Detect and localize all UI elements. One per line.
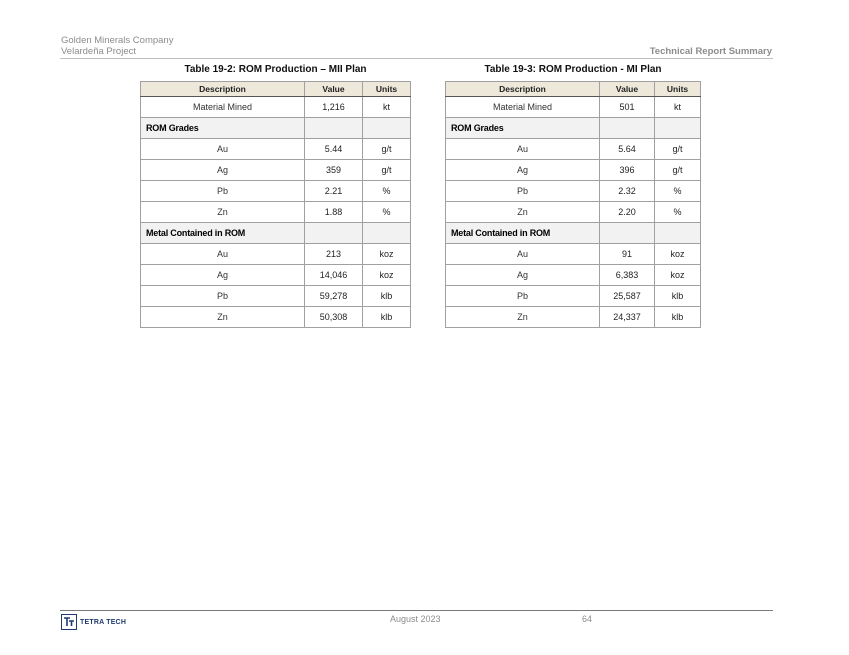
tetra-tech-logo-icon <box>61 614 77 630</box>
table-section-row <box>446 223 701 244</box>
cell-value: 14,046 <box>305 265 363 286</box>
table-row <box>141 244 411 265</box>
cell-units: koz <box>363 244 411 265</box>
cell-desc: Pb <box>141 286 305 307</box>
cell-value: 1,216 <box>305 97 363 118</box>
cell-value: 6,383 <box>600 265 655 286</box>
cell-value: 59,278 <box>305 286 363 307</box>
footer-date: August 2023 <box>390 614 441 624</box>
cell-units: g/t <box>363 139 411 160</box>
project-name: Velardeña Project <box>61 46 136 57</box>
cell-units: % <box>363 181 411 202</box>
cell-desc: Pb <box>141 181 305 202</box>
rom-production-table <box>140 81 411 328</box>
cell-units: % <box>655 202 701 223</box>
cell-value: 5.44 <box>305 139 363 160</box>
table-row <box>446 160 701 181</box>
cell-value <box>305 118 363 139</box>
cell-desc: Au <box>446 244 600 265</box>
table-row <box>141 139 411 160</box>
cell-units: g/t <box>363 160 411 181</box>
table-19-2 <box>140 63 411 328</box>
cell-value: 24,337 <box>600 307 655 328</box>
logo-text: TETRA TECH <box>80 618 127 626</box>
table-row <box>141 265 411 286</box>
table-header-row <box>141 82 411 97</box>
cell-value: 91 <box>600 244 655 265</box>
table-row <box>141 286 411 307</box>
cell-desc: ROM Grades <box>141 118 305 139</box>
cell-value: 25,587 <box>600 286 655 307</box>
cell-desc: Ag <box>141 160 305 181</box>
cell-desc: Ag <box>446 265 600 286</box>
footer-divider <box>60 610 773 611</box>
table-section-row <box>141 223 411 244</box>
column-header: Units <box>655 82 701 97</box>
cell-units: g/t <box>655 160 701 181</box>
cell-units: kt <box>363 97 411 118</box>
cell-value: 2.32 <box>600 181 655 202</box>
table-section-row <box>141 118 411 139</box>
cell-desc: Au <box>141 244 305 265</box>
table-section-row <box>446 118 701 139</box>
cell-units: g/t <box>655 139 701 160</box>
cell-desc: Pb <box>446 286 600 307</box>
cell-units <box>363 118 411 139</box>
cell-value: 359 <box>305 160 363 181</box>
column-header: Description <box>446 82 600 97</box>
table-row <box>141 181 411 202</box>
table-row <box>141 97 411 118</box>
table-row <box>141 307 411 328</box>
column-header: Value <box>600 82 655 97</box>
cell-units: klb <box>363 307 411 328</box>
table-title: Table 19-2: ROM Production – MII Plan <box>184 64 367 75</box>
column-header: Value <box>305 82 363 97</box>
column-header: Description <box>141 82 305 97</box>
table-row <box>446 265 701 286</box>
cell-units: klb <box>655 286 701 307</box>
cell-desc: Zn <box>446 307 600 328</box>
cell-value: 2.21 <box>305 181 363 202</box>
cell-units: klb <box>363 286 411 307</box>
cell-value: 501 <box>600 97 655 118</box>
cell-units: % <box>363 202 411 223</box>
cell-value: 213 <box>305 244 363 265</box>
cell-value: 2.20 <box>600 202 655 223</box>
table-row <box>446 244 701 265</box>
header-divider <box>60 58 773 59</box>
cell-value: 1.88 <box>305 202 363 223</box>
cell-desc: Material Mined <box>141 97 305 118</box>
report-title: Technical Report Summary <box>649 46 772 57</box>
cell-units: kt <box>655 97 701 118</box>
cell-value: 50,308 <box>305 307 363 328</box>
cell-value: 396 <box>600 160 655 181</box>
cell-desc: Ag <box>141 265 305 286</box>
table-19-3 <box>445 63 701 328</box>
cell-desc: ROM Grades <box>446 118 600 139</box>
table-row <box>141 160 411 181</box>
cell-units <box>655 223 701 244</box>
table-row <box>446 97 701 118</box>
table-row <box>446 181 701 202</box>
cell-units: klb <box>655 307 701 328</box>
table-title: Table 19-3: ROM Production - MI Plan <box>484 64 662 75</box>
cell-desc: Material Mined <box>446 97 600 118</box>
table-row <box>141 202 411 223</box>
table-row <box>446 286 701 307</box>
cell-desc: Au <box>446 139 600 160</box>
cell-units: koz <box>655 244 701 265</box>
table-row <box>446 307 701 328</box>
column-header: Units <box>363 82 411 97</box>
cell-units: koz <box>363 265 411 286</box>
cell-units: % <box>655 181 701 202</box>
table-row <box>446 202 701 223</box>
cell-desc: Zn <box>446 202 600 223</box>
cell-desc: Zn <box>141 307 305 328</box>
cell-desc: Ag <box>446 160 600 181</box>
cell-desc: Pb <box>446 181 600 202</box>
table-row <box>446 139 701 160</box>
cell-units <box>363 223 411 244</box>
cell-units: koz <box>655 265 701 286</box>
cell-desc: Metal Contained in ROM <box>446 223 600 244</box>
cell-desc: Zn <box>141 202 305 223</box>
company-name: Golden Minerals Company <box>61 35 174 46</box>
cell-units <box>655 118 701 139</box>
tetra-tech-logo <box>61 614 126 630</box>
cell-value <box>305 223 363 244</box>
page-number: 64 <box>582 614 593 624</box>
table-header-row <box>446 82 701 97</box>
cell-desc: Au <box>141 139 305 160</box>
cell-value <box>600 223 655 244</box>
cell-value <box>600 118 655 139</box>
page-header-left <box>61 35 173 57</box>
cell-desc: Metal Contained in ROM <box>141 223 305 244</box>
rom-production-table <box>445 81 701 328</box>
cell-value: 5.64 <box>600 139 655 160</box>
